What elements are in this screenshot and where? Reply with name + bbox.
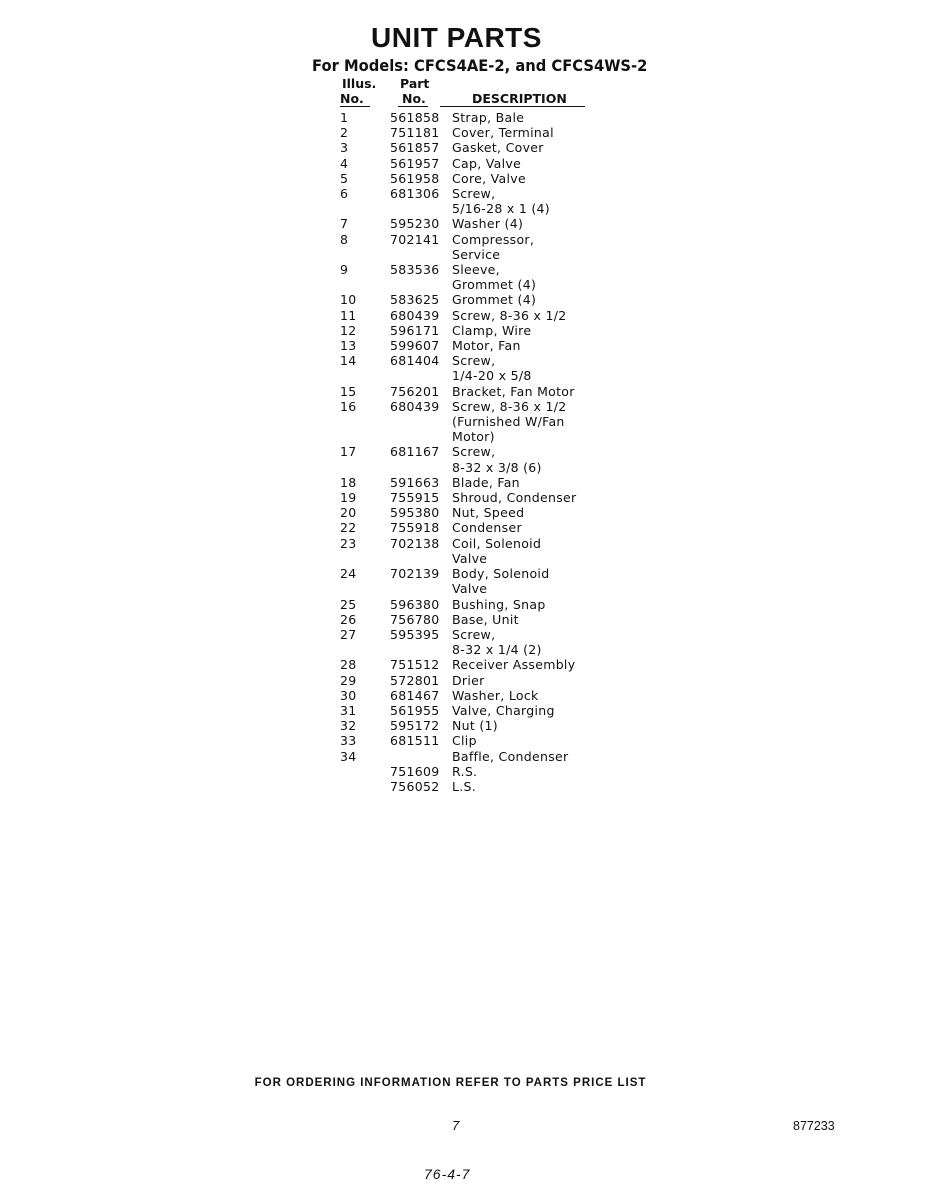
part-number: 561958	[390, 170, 440, 186]
part-number: 583536	[390, 262, 440, 278]
table-row	[340, 749, 576, 764]
part-number: 702139	[390, 566, 440, 582]
part-number: 595230	[390, 216, 440, 232]
illus-number	[340, 277, 390, 292]
table-row	[340, 566, 576, 581]
table-row	[340, 308, 576, 323]
part-number	[390, 581, 452, 596]
part-number: 751181	[390, 125, 440, 141]
illus-number: 4	[340, 155, 349, 171]
table-row	[340, 368, 576, 383]
header-part-line2: No.	[402, 91, 426, 106]
part-number: 681467	[390, 687, 440, 703]
header-underline	[340, 106, 370, 107]
illus-number: 17	[340, 444, 357, 460]
part-description: Clip	[452, 733, 477, 749]
illus-number: 11	[340, 307, 357, 323]
part-number: 599607	[390, 338, 440, 354]
part-number: 756052	[390, 778, 440, 794]
illus-number: 27	[340, 626, 357, 642]
part-number: 596171	[390, 322, 440, 338]
table-row	[340, 444, 576, 459]
table-row	[340, 338, 576, 353]
table-row	[340, 414, 576, 429]
part-number: 561955	[390, 702, 440, 718]
part-description: Shroud, Condenser	[452, 490, 577, 506]
part-description: Valve, Charging	[452, 702, 555, 718]
illus-number: 29	[340, 672, 357, 688]
part-number: 572801	[390, 672, 440, 688]
table-row	[340, 292, 576, 307]
part-description: 8-32 x 3/8 (6)	[452, 459, 542, 475]
part-description: Coil, Solenoid	[452, 535, 542, 551]
part-description: R.S.	[452, 763, 478, 779]
part-number: 702138	[390, 535, 440, 551]
table-row	[340, 505, 576, 520]
illus-number	[340, 414, 390, 429]
part-description: Motor)	[452, 429, 495, 445]
illus-number: 24	[340, 566, 357, 582]
part-description: Condenser	[452, 520, 522, 536]
part-number: 755918	[390, 520, 440, 536]
part-description: Nut, Speed	[452, 505, 525, 521]
part-description: Screw, 8-36 x 1/2	[452, 307, 567, 323]
part-number: 595380	[390, 505, 440, 521]
header-illus-line1: Illus.	[342, 76, 377, 91]
part-description: 5/16-28 x 1 (4)	[452, 201, 550, 217]
part-description: Compressor,	[452, 231, 535, 247]
part-number: 756780	[390, 611, 440, 627]
document-number: 877233	[793, 1119, 835, 1133]
part-description: Screw,	[452, 353, 496, 369]
table-row	[340, 277, 576, 292]
part-number: 756201	[390, 383, 440, 399]
part-description: Screw,	[452, 626, 496, 642]
illus-number: 8	[340, 231, 349, 247]
table-row	[340, 232, 576, 247]
part-description: Drier	[452, 672, 485, 688]
table-row	[340, 475, 576, 490]
part-number	[390, 414, 452, 429]
illus-number: 13	[340, 338, 357, 354]
table-row	[340, 353, 576, 368]
part-description: (Furnished W/Fan	[452, 414, 565, 430]
illus-number	[340, 368, 390, 383]
part-description: Screw,	[452, 444, 496, 460]
table-row	[340, 186, 576, 201]
part-description: Nut (1)	[452, 718, 498, 734]
part-number: 561858	[390, 110, 440, 125]
table-row	[340, 733, 576, 748]
table-row	[340, 703, 576, 718]
part-number: 751609	[390, 763, 440, 779]
part-description: Valve	[452, 581, 488, 597]
handwritten-mark: 76-4-7	[424, 1166, 471, 1182]
part-number: 755915	[390, 490, 440, 506]
part-description: Valve	[452, 550, 488, 566]
part-number	[390, 277, 452, 292]
illus-number: 20	[340, 505, 357, 521]
table-row	[340, 536, 576, 551]
table-row	[340, 627, 576, 642]
table-row	[340, 216, 576, 231]
illus-number: 23	[340, 535, 357, 551]
table-row	[340, 642, 576, 657]
part-description: Blade, Fan	[452, 474, 520, 490]
part-description: Baffle, Condenser	[452, 748, 569, 764]
part-description: 1/4-20 x 5/8	[452, 368, 532, 384]
table-row	[340, 460, 576, 475]
illus-number: 5	[340, 170, 349, 186]
page-number: 7	[452, 1118, 460, 1133]
part-description: Clamp, Wire	[452, 322, 532, 338]
illus-number: 33	[340, 733, 357, 749]
parts-list	[340, 110, 576, 794]
part-description: Strap, Bale	[452, 110, 525, 125]
ordering-note-text: FOR ORDERING INFORMATION REFER TO PARTS PRICE LIST	[254, 1077, 647, 1089]
header-illus-line2: No.	[340, 91, 364, 106]
table-row	[340, 247, 576, 262]
part-description: Washer (4)	[452, 216, 524, 232]
table-row	[340, 156, 576, 171]
part-number: 561857	[390, 140, 440, 156]
table-row	[340, 384, 576, 399]
illus-number: 31	[340, 702, 357, 718]
part-number	[390, 551, 452, 566]
illus-number: 15	[340, 383, 357, 399]
table-row	[340, 779, 576, 794]
part-number: 595172	[390, 718, 440, 734]
page-title	[0, 22, 945, 54]
page-title-text: UNIT PARTS	[371, 22, 542, 53]
table-row	[340, 201, 576, 216]
header-part-line1: Part	[400, 76, 430, 91]
part-description: Cap, Valve	[452, 155, 522, 171]
part-description: Motor, Fan	[452, 338, 521, 354]
illus-number: 30	[340, 687, 357, 703]
part-description: Bracket, Fan Motor	[452, 383, 575, 399]
illus-number: 28	[340, 657, 357, 673]
part-description: Screw,	[452, 186, 496, 202]
table-row	[340, 490, 576, 505]
illus-number: 34	[340, 748, 357, 764]
illus-number: 26	[340, 611, 357, 627]
illus-number	[340, 551, 390, 566]
table-header	[340, 76, 585, 108]
part-description: Cover, Terminal	[452, 125, 554, 141]
part-description: Bushing, Snap	[452, 596, 546, 612]
part-number: 681404	[390, 353, 440, 369]
part-number	[390, 749, 452, 764]
illus-number: 25	[340, 596, 357, 612]
table-row	[340, 399, 576, 414]
part-number: 751512	[390, 657, 440, 673]
illus-number: 19	[340, 490, 357, 506]
table-row	[340, 718, 576, 733]
table-row	[340, 140, 576, 155]
part-number: 595395	[390, 626, 440, 642]
part-number	[390, 247, 452, 262]
table-row	[340, 764, 576, 779]
part-number	[390, 460, 452, 475]
table-row	[340, 520, 576, 535]
table-row	[340, 597, 576, 612]
illus-number: 16	[340, 398, 357, 414]
illus-number: 9	[340, 262, 349, 278]
illus-number	[340, 642, 390, 657]
part-description: Washer, Lock	[452, 687, 539, 703]
part-number: 702141	[390, 231, 440, 247]
part-description: Base, Unit	[452, 611, 519, 627]
illus-number	[340, 247, 390, 262]
illus-number: 6	[340, 186, 349, 202]
illus-number: 2	[340, 125, 349, 141]
part-number: 680439	[390, 307, 440, 323]
part-number	[390, 201, 452, 216]
illus-number	[340, 764, 390, 779]
part-number: 561957	[390, 155, 440, 171]
ordering-note	[0, 1077, 945, 1089]
illus-number: 3	[340, 140, 349, 156]
part-description: Body, Solenoid	[452, 566, 550, 582]
table-row	[340, 429, 576, 444]
header-description: DESCRIPTION	[472, 91, 567, 106]
part-number	[390, 642, 452, 657]
part-number: 680439	[390, 398, 440, 414]
illus-number	[340, 460, 390, 475]
part-number: 596380	[390, 596, 440, 612]
header-underline	[398, 106, 428, 107]
part-description: Core, Valve	[452, 170, 526, 186]
part-description: Service	[452, 246, 501, 262]
illus-number	[340, 201, 390, 216]
part-description: Grommet (4)	[452, 292, 537, 308]
table-row	[340, 110, 576, 125]
part-number: 681167	[390, 444, 440, 460]
table-row	[340, 551, 576, 566]
part-number	[390, 368, 452, 383]
part-number: 681306	[390, 186, 440, 202]
part-number	[390, 429, 452, 444]
models-subtitle: For Models: CFCS4AE-2, and CFCS4WS-2	[312, 56, 648, 75]
part-number: 583625	[390, 292, 440, 308]
illus-number: 12	[340, 322, 357, 338]
part-description: L.S.	[452, 778, 477, 794]
part-description: Receiver Assembly	[452, 657, 576, 673]
table-row	[340, 323, 576, 338]
illus-number: 22	[340, 520, 357, 536]
illus-number: 32	[340, 718, 357, 734]
table-row	[340, 581, 576, 596]
part-description: Sleeve,	[452, 262, 500, 278]
table-row	[340, 171, 576, 186]
illus-number: 18	[340, 474, 357, 490]
table-row	[340, 262, 576, 277]
table-row	[340, 125, 576, 140]
illus-number: 14	[340, 353, 357, 369]
header-underline	[440, 106, 585, 107]
illus-number: 1	[340, 110, 349, 125]
table-row	[340, 673, 576, 688]
illus-number	[340, 779, 390, 794]
table-row	[340, 657, 576, 672]
illus-number	[340, 581, 390, 596]
part-description: Gasket, Cover	[452, 140, 544, 156]
part-number: 681511	[390, 733, 440, 749]
illus-number: 10	[340, 292, 357, 308]
illus-number: 7	[340, 216, 349, 232]
table-row	[340, 688, 576, 703]
table-row	[340, 612, 576, 627]
part-description: Grommet (4)	[452, 277, 537, 293]
illus-number	[340, 429, 390, 444]
part-number: 591663	[390, 474, 440, 490]
part-description: 8-32 x 1/4 (2)	[452, 642, 542, 658]
part-description: Screw, 8-36 x 1/2	[452, 398, 567, 414]
